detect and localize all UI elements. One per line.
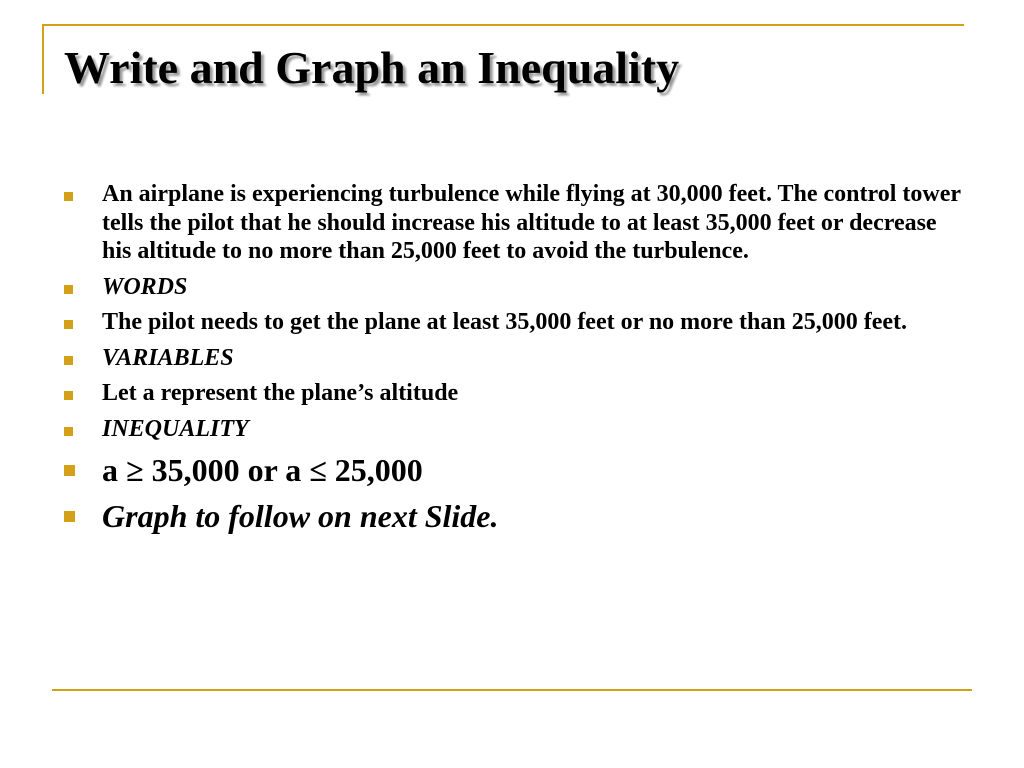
bullet-list bbox=[64, 180, 964, 542]
bullet-problem-statement bbox=[64, 180, 964, 266]
square-bullet-icon bbox=[64, 356, 73, 365]
bullet-text: VARIABLES bbox=[102, 344, 234, 371]
bullet-variable-definition bbox=[64, 379, 964, 408]
bullet-graph-note bbox=[64, 496, 964, 536]
square-bullet-icon bbox=[64, 511, 75, 522]
bullet-text: Graph to follow on next Slide. bbox=[102, 498, 499, 534]
square-bullet-icon bbox=[64, 192, 73, 201]
bullet-words-statement bbox=[64, 308, 964, 337]
bullet-inequality-heading bbox=[64, 415, 964, 444]
bullet-inequality-expression bbox=[64, 450, 964, 490]
bullet-text: a ≥ 35,000 or a ≤ 25,000 bbox=[102, 452, 423, 488]
square-bullet-icon bbox=[64, 320, 73, 329]
bullet-text: Let a represent the plane’s altitude bbox=[102, 380, 459, 406]
bullet-text: The pilot needs to get the plane at least 35,000 feet or no more than 25,000 feet. bbox=[102, 309, 908, 335]
frame-left-line bbox=[42, 24, 44, 94]
bullet-text: An airplane is experiencing turbulence while flying at 30,000 feet. The control tower tells the pilot that he should increase his altitude to at least 35,000 feet or decrease his altitude to no more than 25,000 feet to avoid the turbulence. bbox=[102, 181, 961, 264]
square-bullet-icon bbox=[64, 391, 73, 400]
bullet-text: INEQUALITY bbox=[102, 415, 249, 442]
slide-title: Write and Graph an Inequality bbox=[64, 42, 680, 93]
bullet-variables-heading bbox=[64, 344, 964, 373]
bullet-text: WORDS bbox=[102, 273, 188, 300]
frame-top-line bbox=[42, 24, 964, 26]
bullet-words-heading bbox=[64, 273, 964, 302]
square-bullet-icon bbox=[64, 427, 73, 436]
square-bullet-icon bbox=[64, 465, 75, 476]
frame-bottom-line bbox=[52, 689, 972, 691]
square-bullet-icon bbox=[64, 285, 73, 294]
